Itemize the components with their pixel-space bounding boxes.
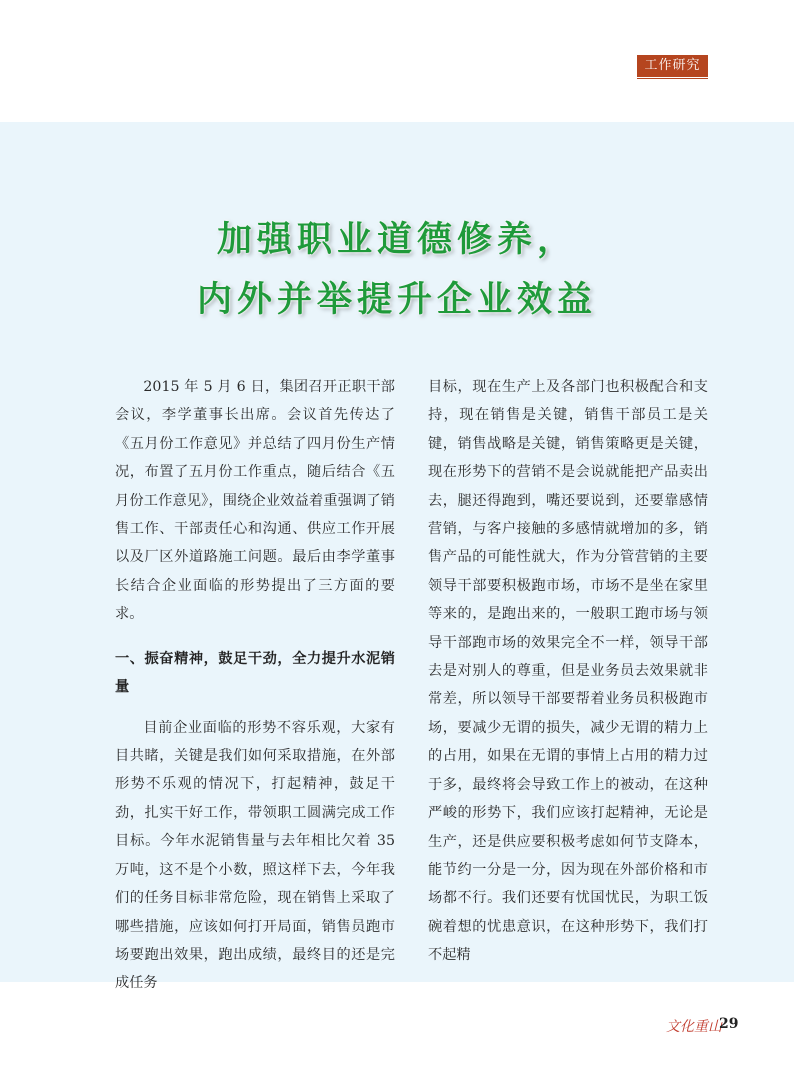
section-rule xyxy=(637,78,708,79)
article-title-line2: 内外并举提升企业效益 xyxy=(196,280,597,320)
article-title-line1: 加强职业道德修养， xyxy=(216,220,577,260)
paragraph-section-1: 目前企业面临的形势不容乐观，大家有目共睹，关键是我们如何采取措施，在外部形势不乐观的情况下，打起精神，鼓足干劲，扎实干好工作，带领职工圆满完成工作目标。今年水泥销售量与去年相比欠着 35 万吨，这不是个小数，照这样下去，今年我们的任务目标非常危险，现在销售上采取了哪些措施，应该如何打开局面，销售员跑市场要跑出效果，跑出成绩，最终目的还是完成任务 xyxy=(115,719,395,992)
paragraph-continued: 目标，现在生产上及各部门也积极配合和支持，现在销售是关键，销售干部员工是关键，销售战略是关键，销售策略更是关键，现在形势下的营销不是会说就能把产品卖出去，腿还得跑到，嘴还要说到，还要靠感情营销，与客户接触的多感情就增加的多，销售产品的可能性就大，作为分管营销的主要领导干部要积极跑市场，市场不是坐在家里等来的，是跑出来的，一般职工跑市场与领导干部跑市场的效果完全不一样，领导干部去是对别人的尊重，但是业务员去效果就非常差，所以领导干部要帮着业务员积极跑市场，要减少无谓的损失，减少无谓的精力上的占用，如果在无谓的事情上占用的精力过于多，最终将会导致工作上的被动，在这种严峻的形势下，我们应该打起精神，无论是生产，还是供应要积极考虑如何节支降本，能节约一分是一分，因为现在外部价格和市场都不行。我们还要有忧国忧民，为职工饭碗着想的忧患意识，在这种形势下，我们打不起精 xyxy=(428,379,708,964)
paragraph-intro: 2015 年 5 月 6 日，集团召开正职干部会议，李学董事长出席。会议首先传达了《五月份工作意见》并总结了四月份生产情况，布置了五月份工作重点，随后结合《五月份工作意见》，围绕企业效益着重强调了销售工作、干部责任心和沟通、供应工作开展以及厂区外道路施工问题。最后由李学董事长结合企业面临的形势提出了三方面的要求。 xyxy=(115,379,395,623)
section-heading-1: 一、振奋精神，鼓足干劲，全力提升水泥销量 xyxy=(115,650,395,695)
left-column xyxy=(115,373,395,998)
right-column xyxy=(428,373,708,970)
section-label: 工作研究 xyxy=(637,55,708,77)
magazine-logo: 文化重山 xyxy=(666,1019,722,1035)
page-number: 29 xyxy=(719,1016,739,1032)
